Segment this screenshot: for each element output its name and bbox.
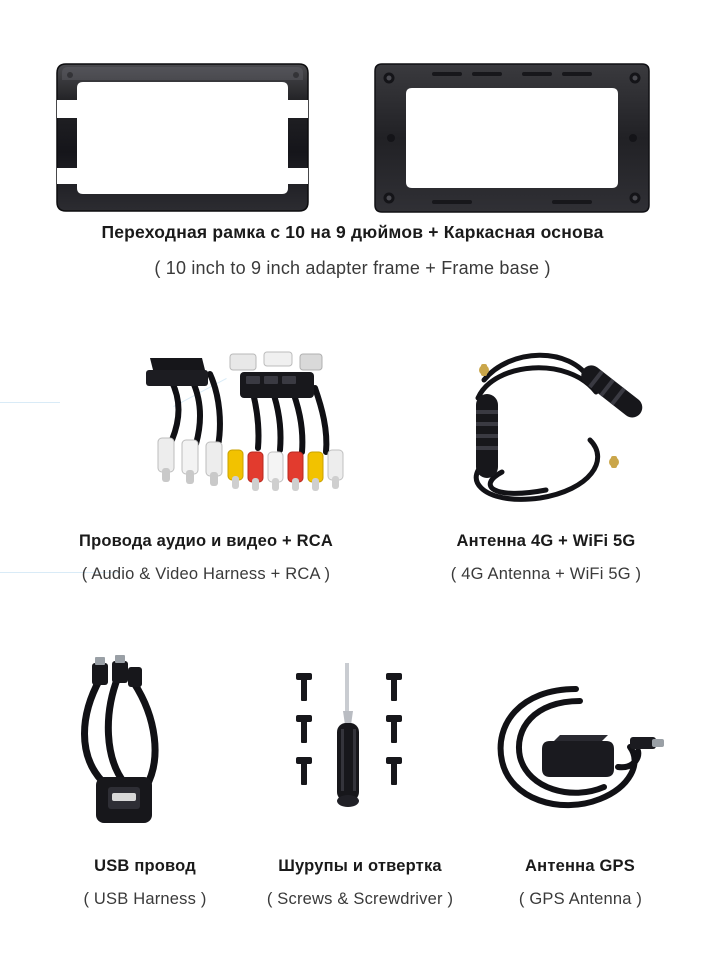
frame-base-rear-icon (372, 60, 652, 215)
frame-section (0, 0, 705, 300)
usb-harness-icon (60, 655, 230, 845)
gps-antenna-icon (480, 655, 680, 845)
antenna-caption-en: ( 4G Antenna + WiFi 5G ) (450, 565, 642, 583)
gps-caption-en: ( GPS Antenna ) (518, 890, 643, 908)
antenna-4g-wifi5g-icon (450, 340, 670, 520)
antenna-caption-ru: Антенна 4G + WiFi 5G (456, 532, 636, 550)
usb-caption-en: ( USB Harness ) (83, 890, 207, 908)
screws-screwdriver-icon (275, 655, 435, 845)
harness-caption-en: ( Audio & Video Harness + RCA ) (81, 565, 331, 583)
frame-caption-en: ( 10 inch to 9 inch adapter frame + Frame base ) (154, 258, 551, 278)
harness-caption-ru: Провода аудио и видео + RCA (79, 532, 333, 550)
screws-caption-ru: Шурупы и отвертка (278, 857, 442, 875)
gps-caption-ru: Антенна GPS (525, 857, 635, 875)
audio-video-harness-rca-icon (110, 340, 400, 520)
harness-antenna-section (0, 320, 705, 600)
frame-caption-ru: Переходная рамка с 10 на 9 дюймов + Каркасная основа (101, 222, 604, 242)
accessories-section (0, 645, 705, 935)
frame-images-row (0, 28, 705, 198)
screws-caption-en: ( Screws & Screwdriver ) (266, 890, 454, 908)
adapter-frame-front-icon (50, 60, 315, 215)
usb-caption-ru: USB провод (94, 857, 196, 875)
